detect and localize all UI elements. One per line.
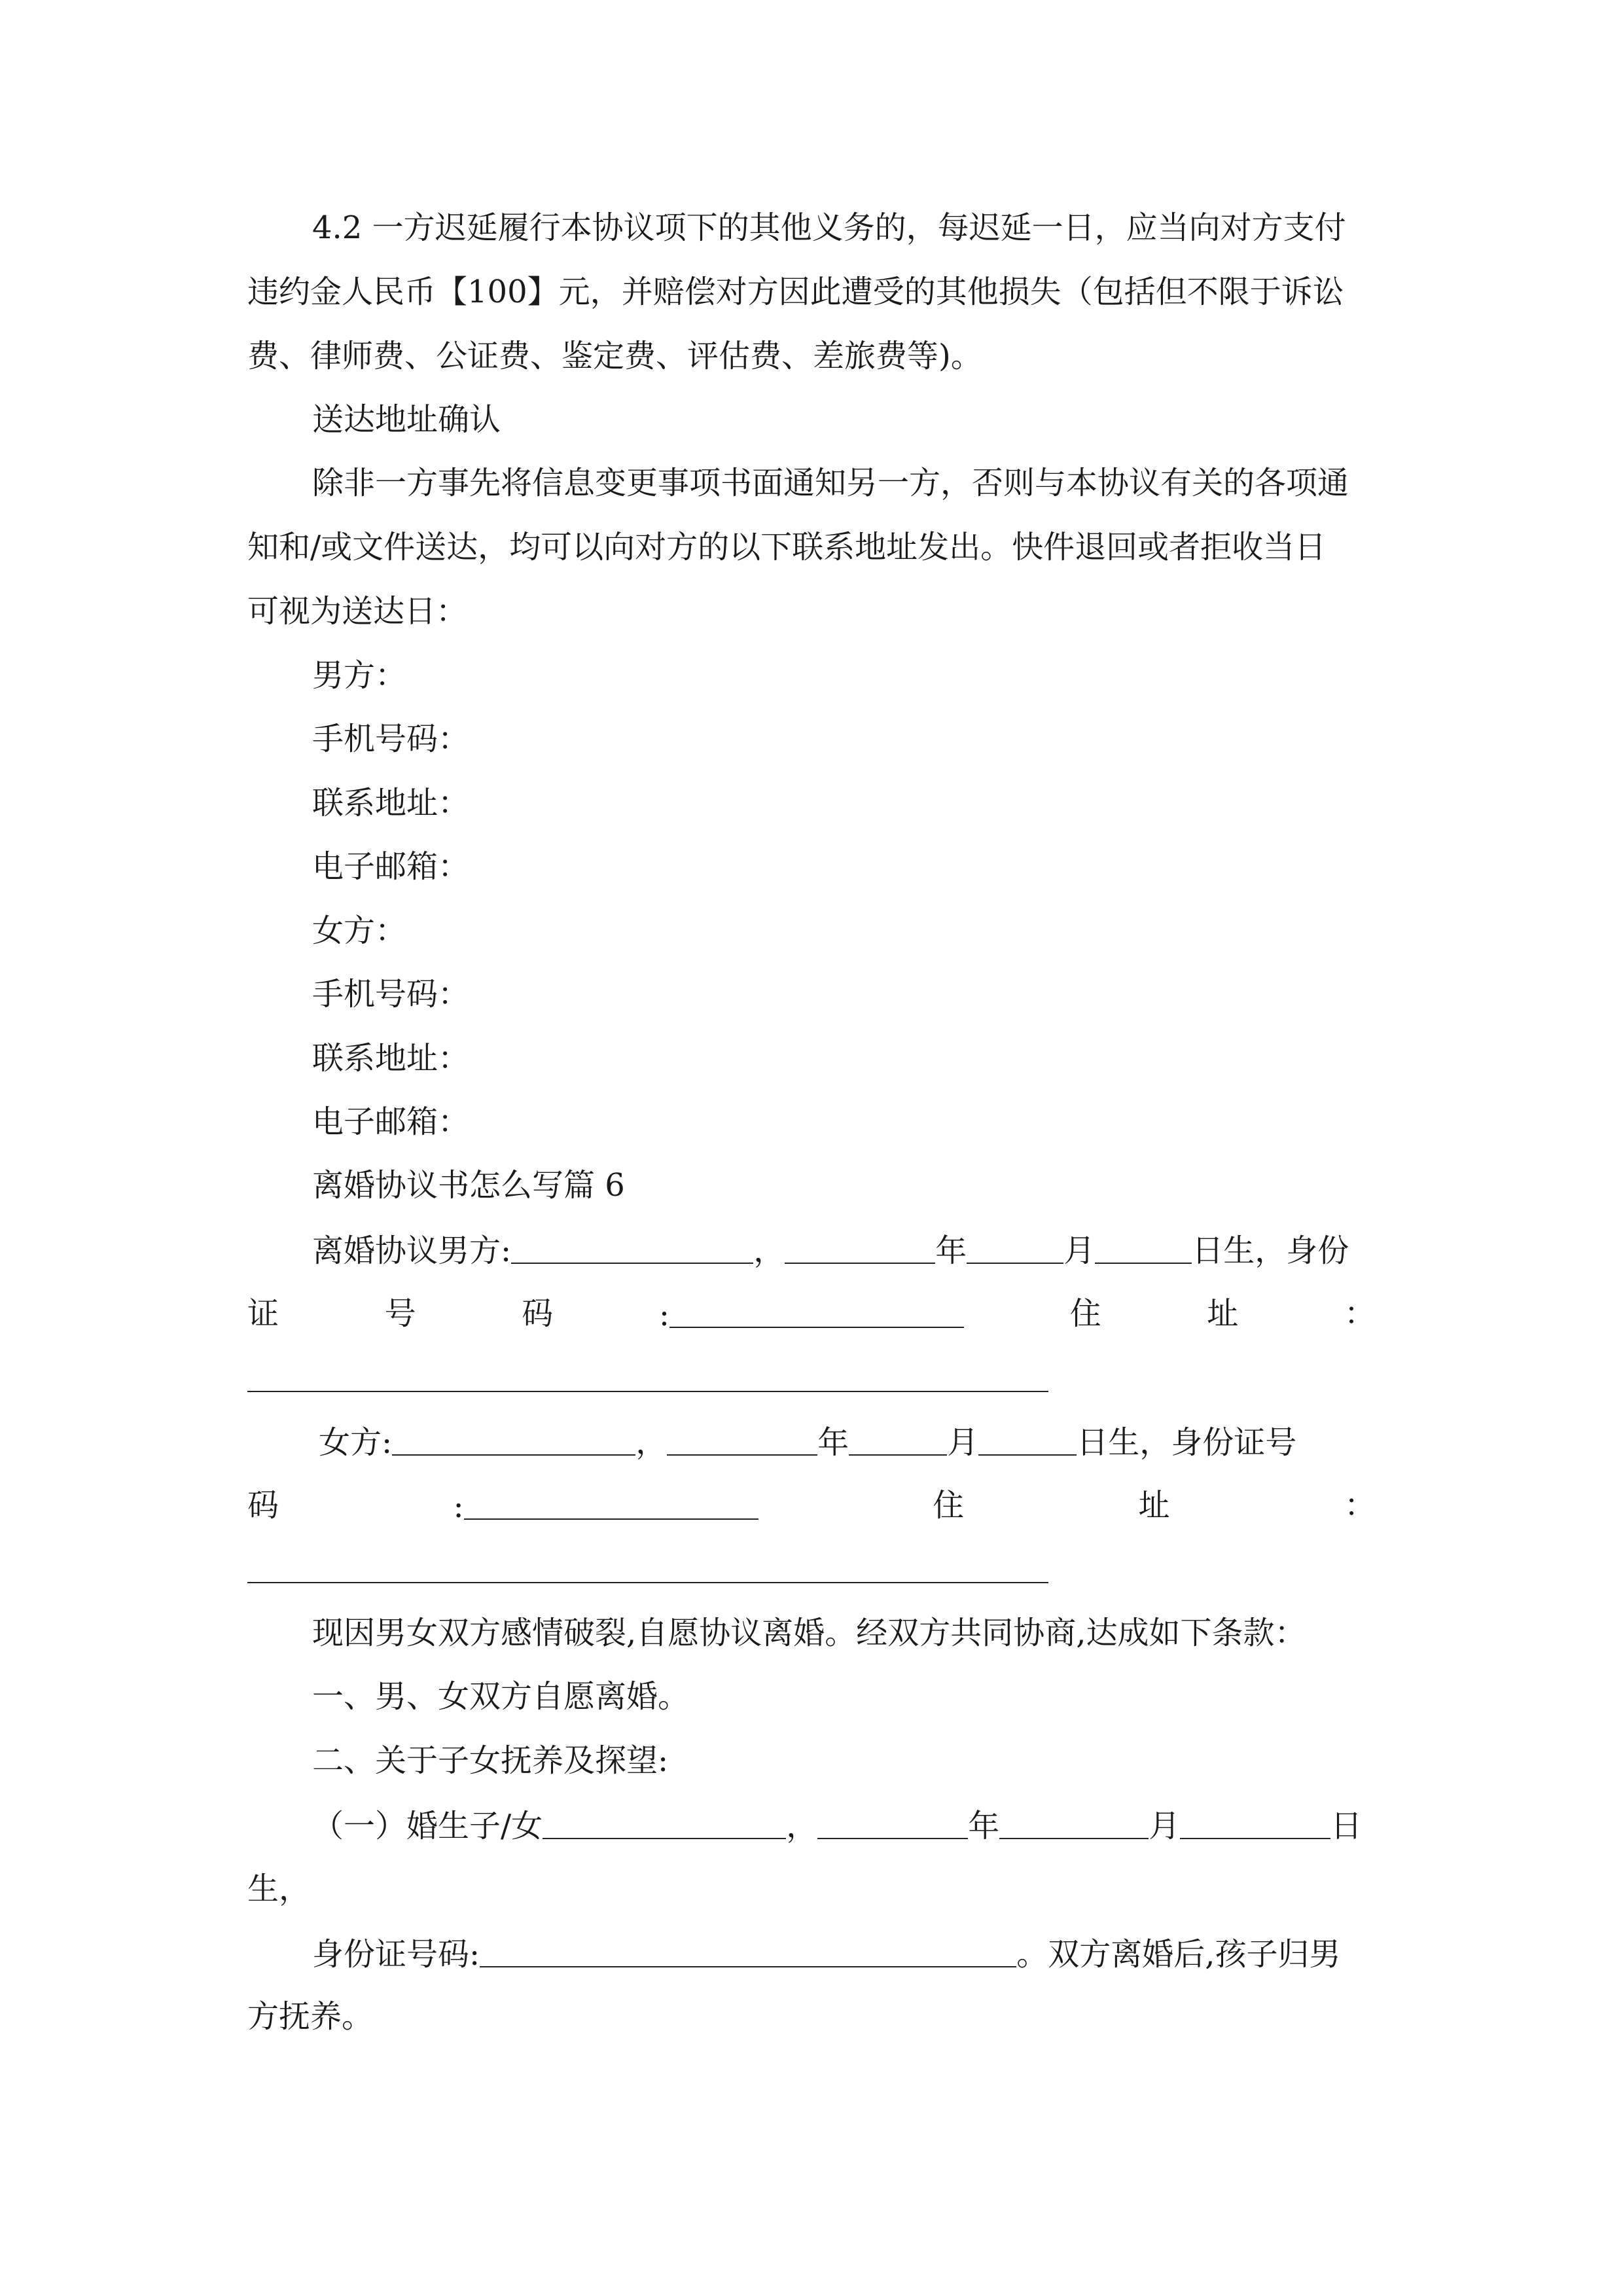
male-phone-label: 手机号码： [312, 721, 470, 757]
service-line-3: 可视为送达日： [247, 593, 468, 630]
clause-4-2-line-3: 费、律师费、公证费、鉴定费、评估费、差旅费等)。 [247, 338, 982, 374]
female-year-blank[interactable] [667, 1423, 817, 1456]
child-comma: ， [786, 1808, 818, 1844]
section-title: 离婚协议书怎么写篇 6 [312, 1167, 625, 1204]
child-id-line [312, 1932, 1376, 1974]
child-name-blank[interactable] [543, 1806, 786, 1839]
male-year-label: 年 [935, 1232, 967, 1269]
male-name-blank[interactable] [511, 1231, 753, 1264]
child-year-label: 年 [968, 1808, 1000, 1844]
male-addr-colon: ： [1344, 1295, 1376, 1332]
child-day-label: 日 [1330, 1808, 1363, 1844]
clause-4-2-line-2: 违约金人民币【100】元，并赔偿对方因此遭受的其他损失（包括但不限于诉讼 [247, 274, 1344, 310]
male-id-blank[interactable] [669, 1295, 964, 1328]
service-line-2: 知和/或文件送达，均可以向对方的以下联系地址发出。快件退回或者拒收当日 [247, 529, 1327, 565]
female-email-label: 电子邮箱： [312, 1103, 470, 1140]
child-year-blank[interactable] [817, 1806, 968, 1839]
male-address-label: 联系地址： [312, 785, 470, 821]
female-id-address-line [247, 1484, 1376, 1526]
male-info-line [312, 1229, 1376, 1270]
service-line-1: 除非一方事先将信息变更事项书面通知另一方，否则与本协议有关的各项通 [312, 465, 1349, 501]
female-year-label: 年 [817, 1424, 849, 1461]
female-comma: ， [635, 1424, 668, 1461]
female-phone-label: 手机号码： [312, 976, 470, 1013]
female-id-char-1: 码 [247, 1487, 279, 1524]
child-month-label: 月 [1149, 1808, 1181, 1844]
male-comma: ， [753, 1232, 785, 1269]
male-address-blank[interactable] [247, 1391, 1048, 1392]
male-party-label: 男方： [312, 657, 407, 694]
female-address-label: 联系地址： [312, 1040, 470, 1077]
terms-intro: 现因男女双方感情破裂,自愿协议离婚。经双方共同协商,达成如下条款： [312, 1615, 1306, 1651]
female-address-blank[interactable] [247, 1582, 1048, 1583]
male-month-label: 月 [1063, 1232, 1096, 1269]
female-id-blank[interactable] [464, 1487, 758, 1520]
clause-4-2-line-1: 4.2 一方迟延履行本协议项下的其他义务的，每迟延一日，应当向对方支付 [312, 209, 1346, 246]
male-day-blank[interactable] [1095, 1231, 1192, 1264]
female-month-blank[interactable] [849, 1423, 947, 1456]
child-day-blank[interactable] [1180, 1806, 1330, 1839]
child-id-label: 身份证号码: [312, 1936, 480, 1973]
female-day-blank[interactable] [978, 1423, 1077, 1456]
female-party-label: 女方： [312, 912, 407, 949]
terms-item-1: 一、男、女双方自愿离婚。 [312, 1678, 690, 1715]
male-id-colon: : [658, 1297, 670, 1333]
male-day-suffix: 日生，身份 [1192, 1232, 1349, 1269]
custody-end-line: 方抚养。 [247, 1998, 374, 2035]
child-id-blank[interactable] [480, 1935, 1016, 1967]
male-id-char-1: 证 [247, 1295, 279, 1332]
female-addr-char-1: 住 [933, 1487, 965, 1524]
child-id-tail: 。双方离婚后,孩子归男 [1016, 1936, 1341, 1973]
female-name-blank[interactable] [392, 1423, 635, 1456]
female-addr-colon: ： [1344, 1487, 1376, 1524]
male-addr-char-2: 址 [1207, 1295, 1239, 1332]
male-id-address-line [247, 1293, 1376, 1335]
child-born-line: 生， [247, 1871, 311, 1907]
female-id-colon: : [453, 1488, 464, 1525]
male-id-char-2: 号 [384, 1295, 416, 1332]
terms-item-2: 二、关于子女抚养及探望: [312, 1742, 669, 1779]
male-addr-char-1: 住 [1069, 1295, 1101, 1332]
child-month-blank[interactable] [999, 1806, 1149, 1839]
female-addr-char-2: 址 [1138, 1487, 1170, 1524]
male-email-label: 电子邮箱： [312, 848, 470, 885]
female-day-suffix: 日生，身份证号 [1077, 1424, 1297, 1461]
female-info-line [319, 1420, 1382, 1462]
child-label: （一）婚生子/女 [312, 1808, 543, 1844]
male-year-blank[interactable] [785, 1231, 935, 1264]
male-month-blank[interactable] [967, 1231, 1063, 1264]
female-info-label: 女方: [319, 1424, 393, 1461]
child-info-line [312, 1804, 1376, 1846]
female-month-label: 月 [947, 1424, 979, 1461]
service-heading: 送达地址确认 [312, 401, 501, 438]
male-id-char-3: 码 [522, 1295, 554, 1332]
male-info-label: 离婚协议男方: [312, 1232, 512, 1269]
